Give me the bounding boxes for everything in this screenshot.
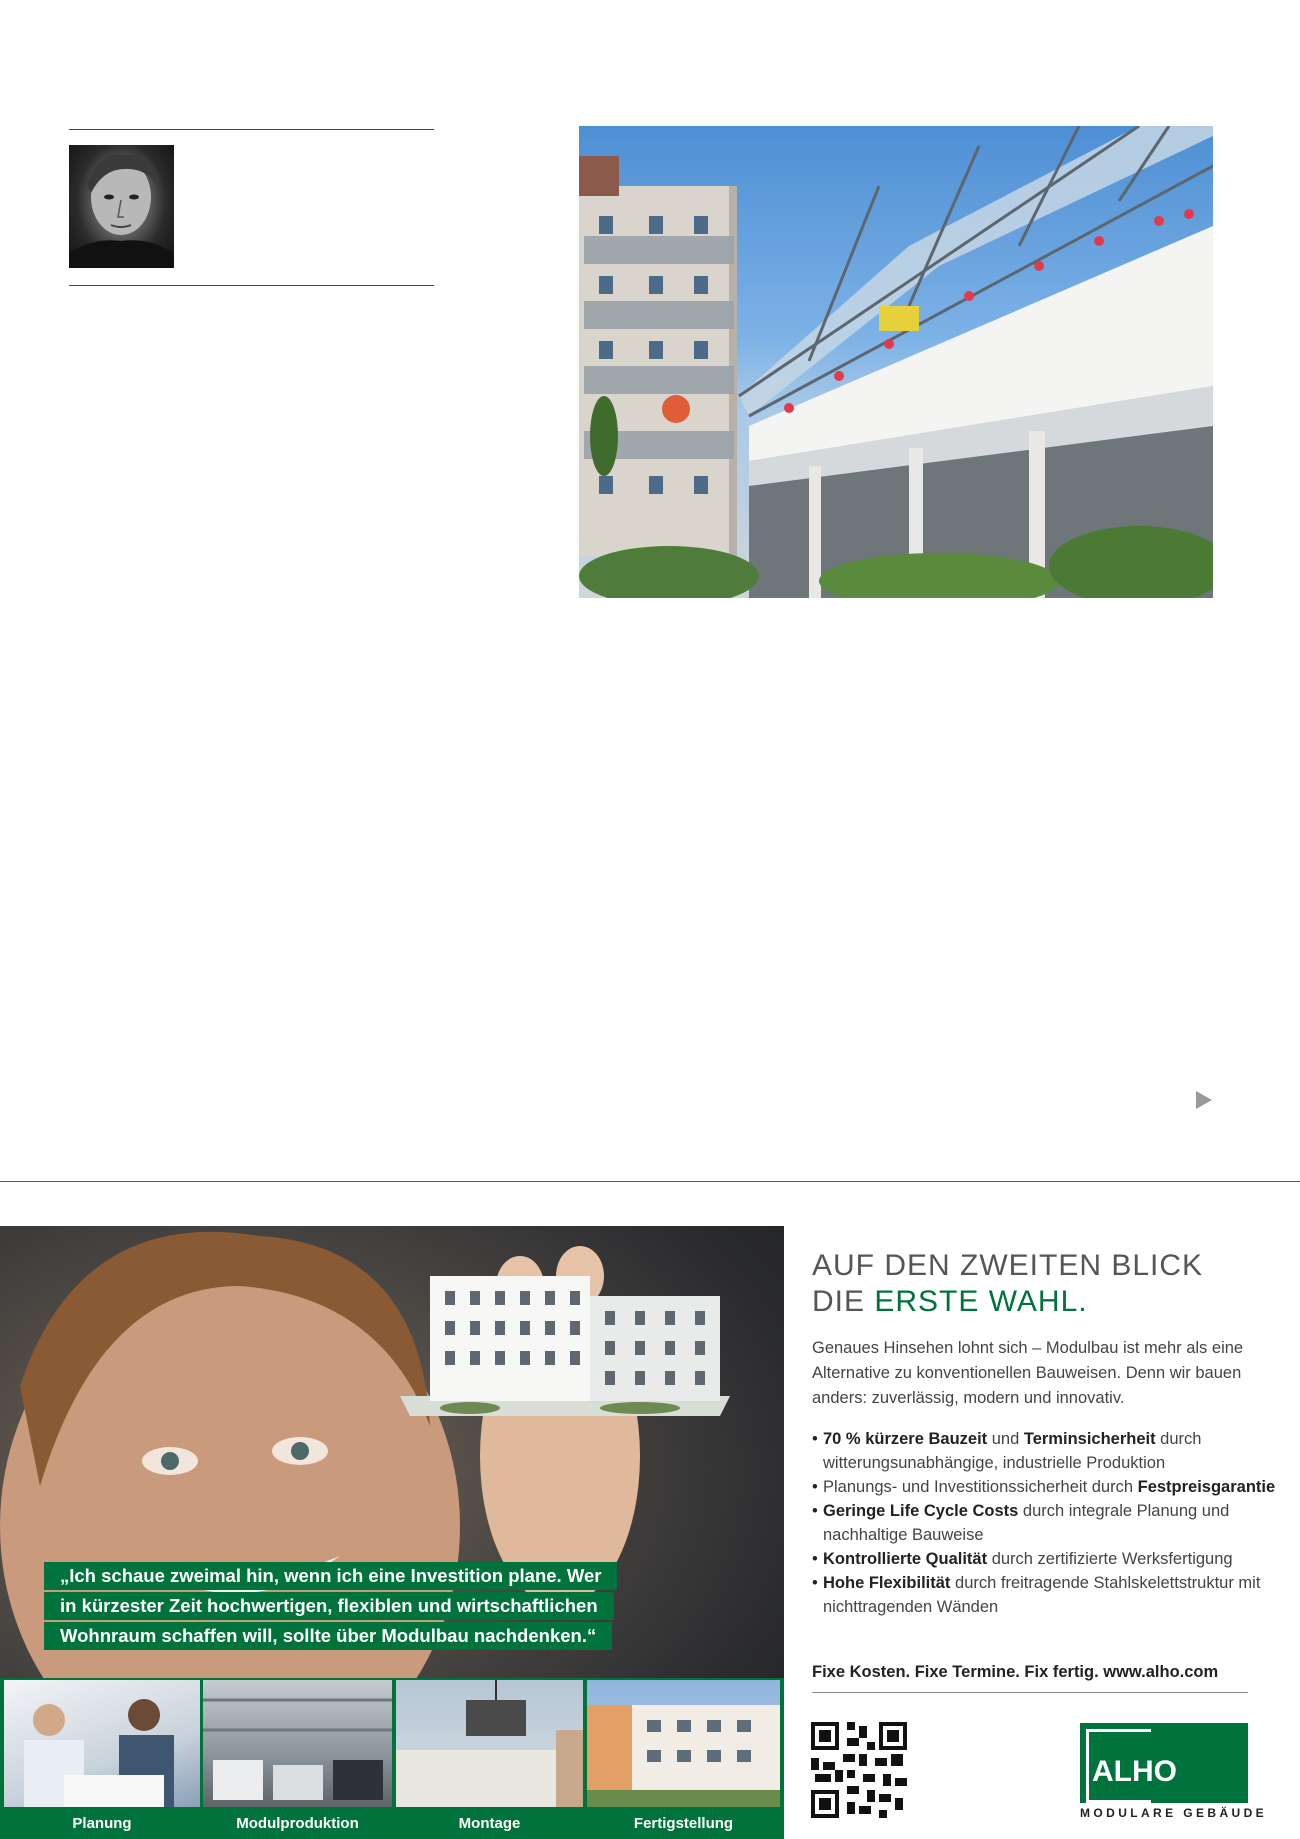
benefit-text: durch integrale Planung und nachhaltige Bauweise — [823, 1502, 1230, 1544]
benefit-bold: Festpreisgarantie — [1137, 1478, 1276, 1496]
benefit-text: Planungs- und Investitionssicherheit durch — [823, 1478, 1138, 1496]
benefit-item — [812, 1427, 1282, 1475]
benefit-item — [812, 1475, 1282, 1499]
benefit-bold: Kontrollierte Qualität — [823, 1550, 988, 1568]
continue-arrow-icon[interactable] — [1196, 1091, 1212, 1109]
quote-line-1: „Ich schaue zweimal hin, wenn ich eine Investition plane. Wer — [44, 1562, 617, 1590]
benefit-text: durch freitragende Stahlskelettstruktur mit nichttragenden Wänden — [823, 1574, 1261, 1616]
tagline-rule — [812, 1692, 1248, 1693]
step-thumb-planung — [4, 1680, 200, 1807]
benefit-text: durch zertifizierte Werksfertigung — [987, 1550, 1233, 1568]
benefit-bold: 70 % kürzere Bauzeit — [823, 1430, 988, 1448]
building-photo — [579, 126, 1213, 598]
benefit-bold: Geringe Life Cycle Costs — [823, 1502, 1019, 1520]
benefit-item — [812, 1571, 1282, 1619]
author-bottom-rule — [69, 285, 434, 286]
step-thumb-montage — [396, 1680, 583, 1807]
step-label-modulproduktion: Modulproduktion — [236, 1815, 359, 1832]
headline-line-1: AUF DEN ZWEITEN BLICK — [812, 1249, 1204, 1282]
step-label-montage: Montage — [458, 1815, 521, 1832]
process-steps-strip — [0, 1678, 784, 1839]
alho-logo[interactable] — [1080, 1723, 1248, 1803]
step-thumb-modulproduktion — [203, 1680, 392, 1807]
benefit-item — [812, 1499, 1282, 1547]
benefit-text: und — [987, 1430, 1024, 1448]
author-portrait — [69, 145, 174, 268]
benefit-bold: Hohe Flexibilität — [823, 1574, 951, 1592]
headline-highlight: ERSTE WAHL. — [874, 1285, 1088, 1318]
headline-line-2 — [812, 1284, 1203, 1320]
quote-line-2: in kürzester Zeit hochwertigen, flexiblen und wirtschaftlichen — [44, 1592, 614, 1620]
ad-intro: Genaues Hinsehen lohnt sich – Modulbau ist mehr als eine Alternative zu konventionellen Bauweisen. Denn wir bauen anders: zuverlässig, modern und innovativ. — [812, 1339, 1244, 1407]
ad-tagline[interactable]: Fixe Kosten. Fixe Termine. Fix fertig. www.alho.com — [812, 1663, 1219, 1681]
ad-headline — [812, 1248, 1203, 1320]
benefit-item — [812, 1547, 1282, 1571]
benefit-text: durch witterungsunabhängige, industrielle Produktion — [823, 1430, 1202, 1472]
ad-divider — [0, 1181, 1300, 1182]
author-top-rule — [69, 129, 434, 130]
step-thumb-fertigstellung — [587, 1680, 780, 1807]
benefit-bold: Terminsicherheit — [1023, 1430, 1156, 1448]
logo-text: ALHO — [1092, 1755, 1177, 1788]
logo-subtitle: MODULARE GEBÄUDE — [1080, 1806, 1268, 1820]
quote-line-3: Wohnraum schaffen will, sollte über Modulbau nachdenken.“ — [44, 1622, 612, 1650]
headline-prefix: DIE — [812, 1285, 875, 1318]
step-label-planung: Planung — [72, 1815, 132, 1832]
qr-code-icon[interactable] — [811, 1722, 907, 1818]
ad-benefit-list — [812, 1427, 1282, 1619]
step-label-fertigstellung: Fertigstellung — [633, 1815, 734, 1832]
